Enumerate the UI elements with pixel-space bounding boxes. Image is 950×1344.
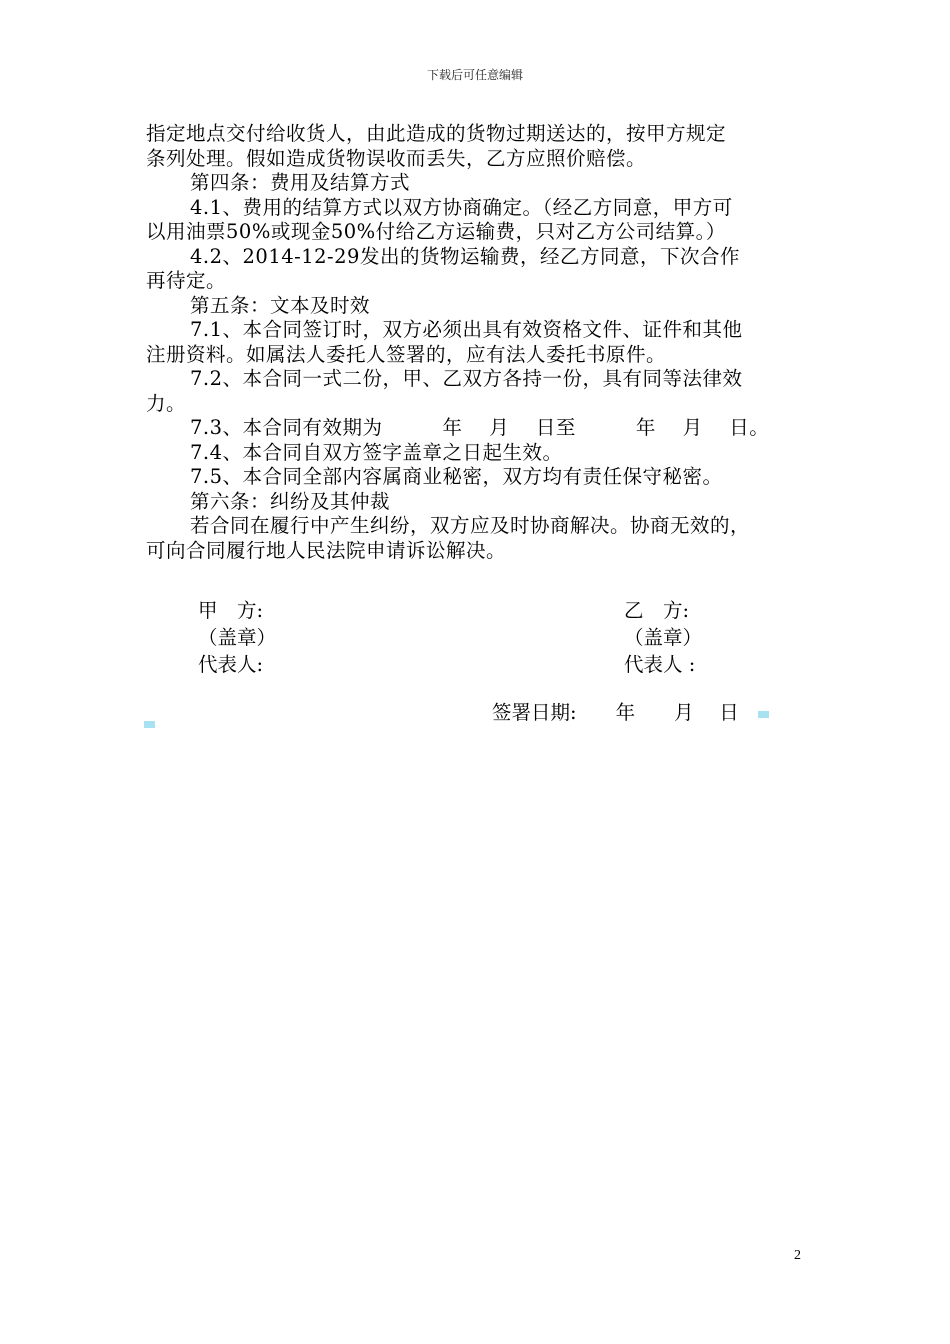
clause-line: 7.3、本合同有效期为 年 月 日至 年 月 日。 [190,416,770,439]
article-heading: 第四条：费用及结算方式 [190,171,411,194]
clause-line: 若合同在履行中产生纠纷，双方应及时协商解决。协商无效的， [190,514,751,537]
party-a-label: 甲 方: [198,599,264,622]
clause-line: 再待定。 [146,269,227,292]
article-heading: 第五条：文本及时效 [190,293,371,317]
page-header: 下载后可任意编辑 [426,68,523,82]
party-b-signature [624,597,702,678]
clause-line: 7.4、本合同自双方签字盖章之日起生效。 [190,440,563,464]
clause-line: 注册资料。如属法人委托人签署的，应有法人委托书原件。 [146,342,667,366]
clause-line: 力。 [146,391,187,415]
bookmark-marker [758,711,769,718]
page-number: 2 [794,1248,801,1263]
clause-line: 7.5、本合同全部内容属商业秘密，双方均有责任保守秘密。 [190,465,723,488]
article-heading: 第六条：纠纷及其仲裁 [190,489,391,513]
party-a-seal: （盖章） [198,626,277,649]
clause-line: 7.2、本合同一式二份，甲、乙双方各持一份，具有同等法律效 [190,367,743,390]
clause-line: 4.1、费用的结算方式以双方协商确定。（经乙方同意，甲方可 [190,195,733,219]
party-a-signature [198,597,276,678]
clause-line: 7.1、本合同签订时，双方必须出具有效资格文件、证件和其他 [190,318,743,341]
paragraph-line: 指定地点交付给收货人，由此造成的货物过期送达的，按甲方规定 [146,122,727,145]
party-b-seal: （盖章） [624,626,703,649]
bookmark-marker [144,721,155,728]
party-a-representative: 代表人: [198,653,264,676]
signing-date: 签署日期: 年 月 日 [492,701,739,724]
paragraph-line: 条列处理。假如造成货物误收而丢失，乙方应照价赔偿。 [146,146,647,170]
party-b-representative: 代表人 : [624,653,696,676]
clause-line: 以用油票50%或现金50%付给乙方运输费，只对乙方公司结算。） [146,220,726,243]
contract-body [146,122,818,563]
party-b-label: 乙 方: [624,599,690,622]
clause-line: 可向合同履行地人民法院申请诉讼解决。 [146,538,507,562]
clause-line: 4.2、2014-12-29发出的货物运输费，经乙方同意，下次合作 [190,244,740,268]
